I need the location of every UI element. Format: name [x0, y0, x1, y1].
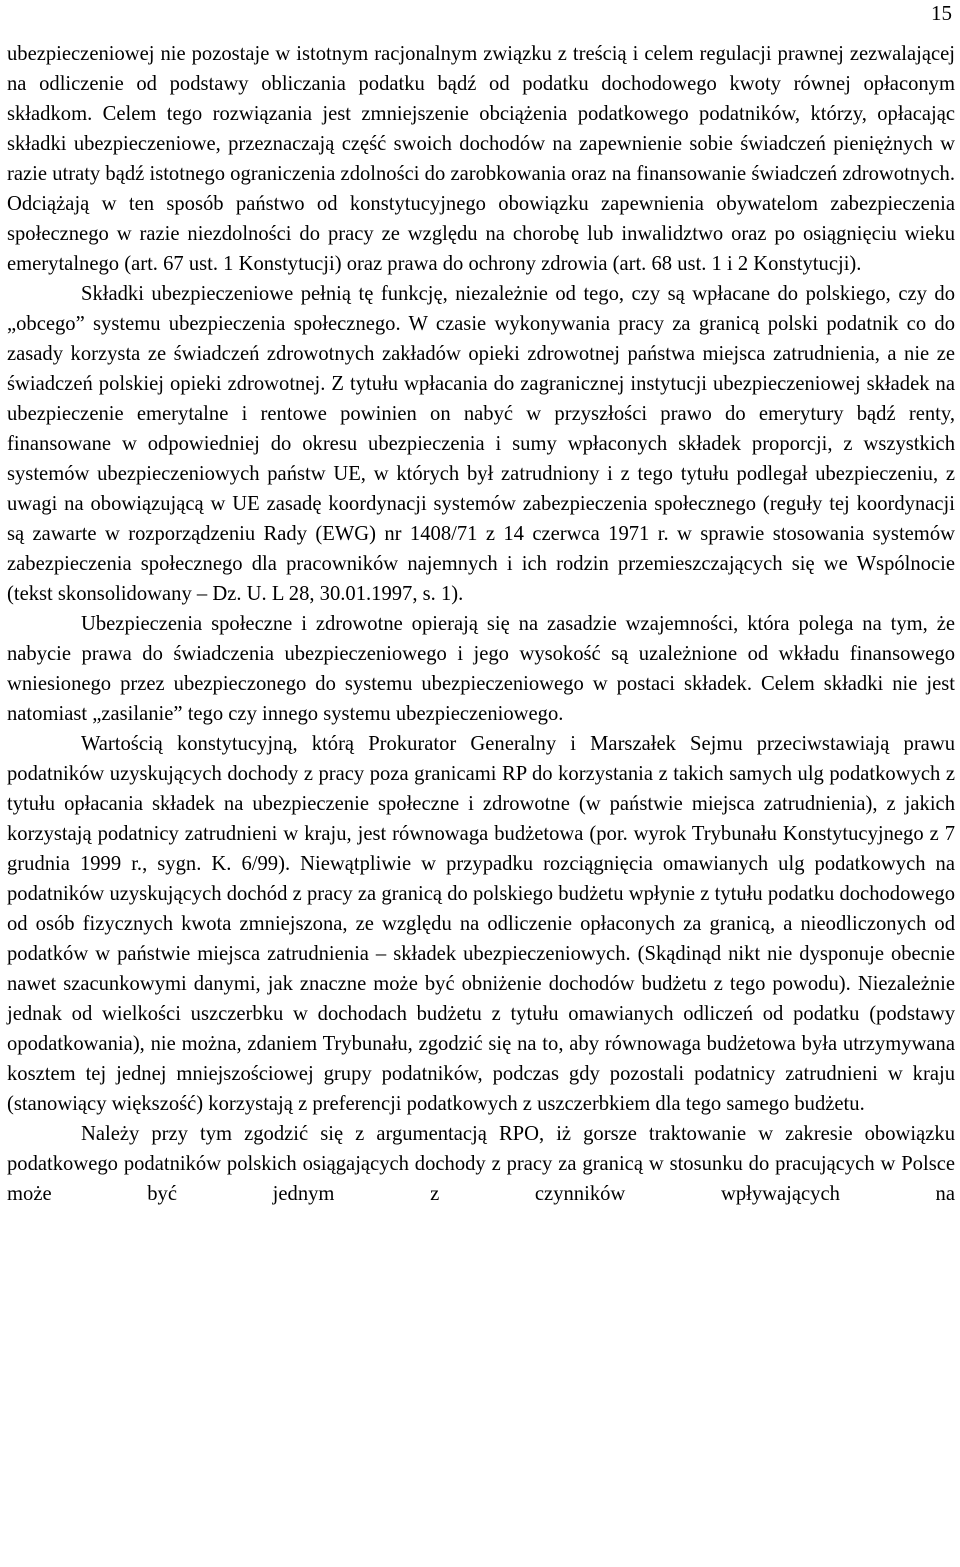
- paragraph-5: Należy przy tym zgodzić się z argumentacją RPO, iż gorsze traktowanie w zakresie obowiązku podatkowego podatników polskich osiągających dochody z pracy za granicą w stosunku do pracujących w Polsce może być jednym z czynników wpływających na: [7, 1123, 955, 1205]
- page-number: 15: [931, 1, 952, 25]
- paragraph-4: Wartością konstytucyjną, którą Prokurator Generalny i Marszałek Sejmu przeciwstawiają prawu podatników uzyskujących dochody z pracy poza granicami RP do korzystania z takich samych ulg podatkowych z tytułu opłacania składek na ubezpieczenie społeczne i zdrowotne (w państwie miejsca zatrudnienia), z jakich korzystają podatnicy zatrudnieni w kraju, jest równowaga budżetowa (por. wyrok Trybunału Konstytucyjnego z 7 grudnia 1999 r., sygn. K. 6/99). Niewątpliwie w przypadku rozciągnięcia omawianych ulg podatkowych na podatników uzyskujących dochód z pracy za granicą do polskiego budżetu wpłynie z tytułu podatku dochodowego od osób fizycznych kwota zmniejszona, ze względu na odliczenie opłaconych za granicą, a nieodliczonych od podatków w państwie miejsca zatrudnienia – składek ubezpieczeniowych. (Skądinąd nikt nie dysponuje obecnie nawet szacunkowymi danymi, jak znaczne może być obniżenie dochodów budżetu z tego powodu). Niezależnie jednak od wielkości uszczerbku w dochodach budżetu z tytułu omawianych odliczeń od podatku (podstawy opodatkowania), nie można, zdaniem Trybunału, zgodzić się na to, aby równowaga budżetowa była utrzymywana kosztem tej jednej mniejszościowej grupy podatników, podczas gdy pozostali podatnicy zatrudnieni w kraju (stanowiący większość) korzystają z preferencji podatkowych z uszczerbkiem dla tego samego budżetu.: [7, 733, 955, 1115]
- paragraph-3: Ubezpieczenia społeczne i zdrowotne opierają się na zasadzie wzajemności, która polega na tym, że nabycie prawa do świadczenia ubezpieczeniowego i jego wysokość są uzależnione od wkładu finansowego wniesionego przez ubezpieczonego do systemu ubezpieczeniowego w postaci składek. Celem składki nie jest natomiast „zasilanie” tego czy innego systemu ubezpieczeniowego.: [7, 613, 955, 725]
- document-body: [7, 39, 955, 1209]
- paragraph-1: ubezpieczeniowej nie pozostaje w istotnym racjonalnym związku z treścią i celem regulacji prawnej zezwalającej na odliczenie od podstawy obliczania podatku bądź od podatku dochodowego kwoty równej opłaconym składkom. Celem tego rozwiązania jest zmniejszenie obciążenia podatkowego podatników, którzy, opłacając składki ubezpieczeniowe, przeznaczają część swoich dochodów na zapewnienie sobie świadczeń pieniężnych w razie utraty bądź istotnego ograniczenia zdolności do zarobkowania oraz na finansowanie świadczeń zdrowotnych. Odciążają w ten sposób państwo od konstytucyjnego obowiązku zapewnienia obywatelom zabezpieczenia społecznego w razie niezdolności do pracy ze względu na chorobę lub inwalidztwo oraz po osiągnięciu wieku emerytalnego (art. 67 ust. 1 Konstytucji) oraz prawa do ochrony zdrowia (art. 68 ust. 1 i 2 Konstytucji).: [7, 43, 955, 275]
- paragraph-2: Składki ubezpieczeniowe pełnią tę funkcję, niezależnie od tego, czy są wpłacane do polskiego, czy do „obcego” systemu ubezpieczenia społecznego. W czasie wykonywania pracy za granicą polski podatnik co do zasady korzysta ze świadczeń zdrowotnych zakładów opieki zdrowotnej państwa miejsca zatrudnienia, a nie ze świadczeń polskiej opieki zdrowotnej. Z tytułu wpłacania do zagranicznej instytucji ubezpieczeniowej składek na ubezpieczenie emerytalne i rentowe powinien on nabyć w przyszłości prawo do emerytury bądź renty, finansowane w odpowiedniej do okresu ubezpieczenia i sumy wpłaconych składek proporcji, z wszystkich systemów ubezpieczeniowych państw UE, w których był zatrudniony i z tego tytułu podlegał ubezpieczeniu, z uwagi na obowiązującą w UE zasadę koordynacji systemów zabezpieczenia społecznego (reguły tej koordynacji są zawarte w rozporządzeniu Rady (EWG) nr 1408/71 z 14 czerwca 1971 r. w sprawie stosowania systemów zabezpieczenia społecznego dla pracowników najemnych i ich rodzin przemieszczających się we Wspólnocie (tekst skonsolidowany – Dz. U. L 28, 30.01.1997, s. 1).: [7, 283, 955, 605]
